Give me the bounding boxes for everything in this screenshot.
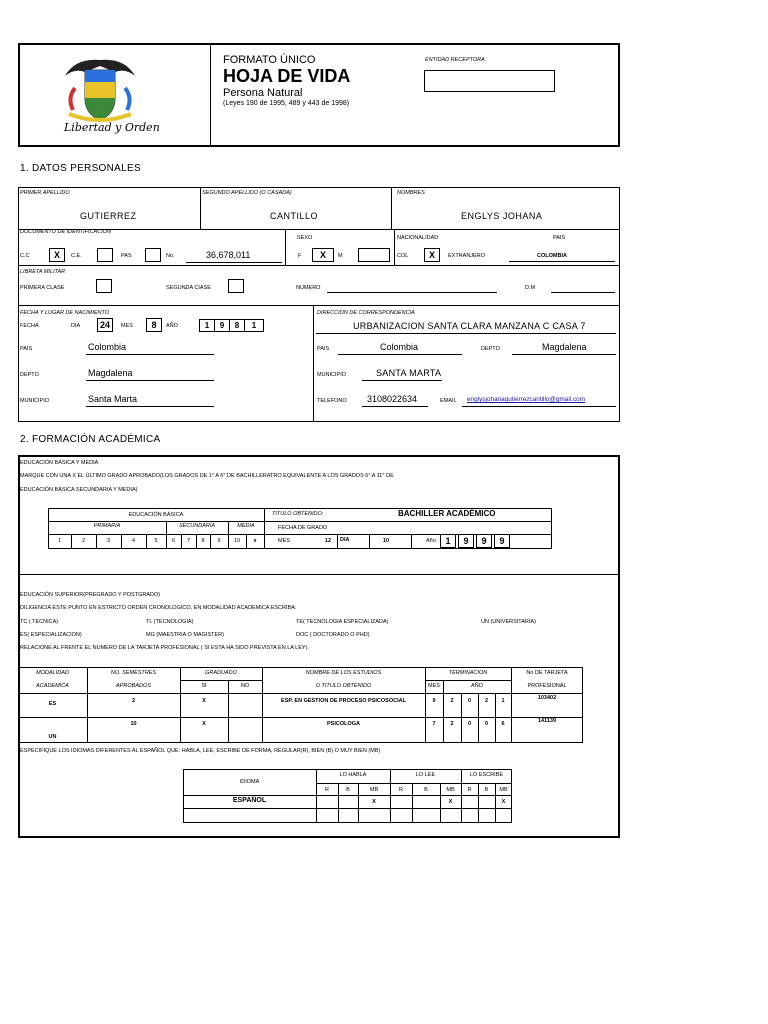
idioma-1-habla-mb[interactable]: X: [372, 799, 376, 805]
habla-r: R: [325, 787, 329, 793]
page-title: HOJA DE VIDA: [223, 66, 351, 86]
divider: [511, 667, 512, 743]
idioma-label: IDIOMA: [239, 779, 260, 785]
nombres-label: NOMBRES: [397, 190, 425, 196]
dm-label: D.M: [525, 285, 536, 291]
nacionalidad-label: NACIONALIDAD: [397, 235, 439, 241]
grade-cell-7[interactable]: 7: [186, 538, 191, 544]
depto-nac-label: DEPTO: [20, 372, 39, 378]
mod-doc: DOC ( DOCTORADO O PHD): [296, 632, 370, 638]
ano-label: AÑO: [166, 323, 178, 329]
pais-corr-value[interactable]: Colombia: [380, 342, 419, 352]
pas-checkbox[interactable]: [145, 248, 161, 262]
divider: [425, 680, 511, 681]
grado-dia-label: DIA: [340, 537, 350, 543]
depto-nac-value[interactable]: Magdalena: [88, 368, 133, 378]
lo-lee-label: LO LEE: [415, 772, 436, 778]
grado-dia-value[interactable]: 10: [383, 538, 390, 544]
grade-divider: [96, 534, 97, 549]
municipio-nac-value[interactable]: Santa Marta: [88, 394, 138, 404]
relacione-text: RELACIONE AL FRENTE EL NUMERO DE LA TARJETA PROFESIONAL ( SI ESTA HA SIDO PREVISTA EN LA LEY).: [20, 645, 309, 651]
grade-cell-9[interactable]: 9: [217, 538, 221, 544]
primera-clase-label: PRIMERA CLASE: [20, 285, 65, 291]
m-checkbox[interactable]: [358, 248, 390, 262]
col-graduado: GRADUADO: [205, 670, 237, 676]
doc-number-underline: [186, 262, 282, 263]
mod-es: ES( ESPECIALIZACION): [20, 632, 82, 638]
superior-title: EDUCACIÓN SUPERIOR(PREGRADO Y POSTGRADO): [20, 592, 161, 598]
documento-label: DOCUMENTO DE IDENTIFICACION: [20, 229, 111, 235]
divider: [391, 188, 392, 230]
telefono-label: TELEFONO: [317, 398, 347, 404]
f-label: F: [298, 253, 302, 259]
divider: [228, 680, 229, 743]
telefono-value[interactable]: 3108022634: [367, 394, 418, 404]
primer-apellido-value[interactable]: GUTIERREZ: [80, 211, 137, 221]
grade-divider: [166, 534, 167, 549]
mod-tl: TL (TECNOLOGIA): [146, 619, 194, 625]
nacimiento-label: FECHA Y LUGAR DE NACIMIENTO: [20, 310, 110, 316]
m-label: M: [338, 253, 343, 259]
lee-b: B: [424, 787, 428, 793]
section2-title: 2. FORMACIÓN ACADÉMICA: [20, 434, 161, 445]
municipio-nac-underline: [86, 406, 214, 407]
titulo-label: TITULO OBTENIDO:: [272, 511, 324, 517]
fecha-label: FECHA: [20, 323, 39, 329]
divider: [183, 808, 512, 809]
cc-checkbox[interactable]: X: [49, 248, 65, 262]
depto-corr-underline: [512, 354, 616, 355]
col-tarjeta-1: No DE TARJETA: [526, 670, 568, 676]
escribe-r: R: [467, 787, 472, 793]
mod-tc: TC ( TECNICA): [20, 619, 59, 625]
basica-instr-2: EDUCACIÓN BÁSICA SECUNDARIA Y MEDIA): [20, 487, 138, 493]
row1-semestres[interactable]: 2: [131, 698, 136, 704]
col-titulo: O TITULO OBTENIDO: [315, 683, 372, 689]
pais-value[interactable]: COLOMBIA: [537, 253, 567, 259]
row1-ano-4[interactable]: 1: [501, 698, 505, 704]
col-modalidad: MODALIDAD: [36, 670, 69, 676]
basica-title: EDUCACIÓN BÁSICA Y MEDIA: [20, 460, 99, 466]
ano-digit-3[interactable]: 8: [229, 319, 245, 332]
dm-underline[interactable]: [551, 292, 615, 293]
grade-cell-3[interactable]: 3: [106, 538, 111, 544]
grade-divider: [246, 534, 247, 549]
mod-mg: MG (MAESTRIA O MAGISTER): [146, 632, 224, 638]
grade-cell-4[interactable]: 4: [131, 538, 136, 544]
col-aprobados: APROBADOS: [116, 683, 151, 689]
superior-instr: DILIGENCIA ESTE PUNTO EN ESTRICTO ORDEN CRONOLOGICO, EN MODALIDAD ACADEMICA ESCRIBA:: [20, 605, 297, 611]
grade-cell-6[interactable]: 6: [171, 538, 176, 544]
col-mes: MES: [428, 683, 440, 689]
escribe-b: B: [484, 787, 489, 793]
divider: [316, 783, 512, 784]
segunda-clase-label: SEGUNDA CIASE: [166, 285, 211, 291]
grado-ano-digit-4[interactable]: 9: [494, 534, 510, 548]
divider: [425, 667, 426, 743]
col-semestres: NO. SEMESTRES: [110, 670, 157, 676]
cc-label: C.C: [20, 253, 30, 259]
divider: [285, 230, 286, 266]
ce-label: C.E.: [71, 253, 82, 259]
row1-nombre[interactable]: ESP. EN GESTION DE PROCESO PSICOSOCIAL: [281, 698, 406, 704]
idioma-1-escribe-mb[interactable]: X: [501, 799, 506, 805]
col-tarjeta-2: PROFESIONAL: [527, 683, 567, 689]
grade-divider: [181, 534, 182, 549]
row2-ano-2[interactable]: 0: [467, 721, 472, 727]
col-academica: ACADEMICA: [36, 683, 69, 689]
lo-habla-label: LO HABLA: [339, 772, 367, 778]
grado-mes-value[interactable]: 12: [325, 538, 332, 544]
doc-number-value[interactable]: 36,678,011: [206, 250, 251, 260]
municipio-nac-label: MUNICIPIO: [20, 398, 50, 404]
divider: [18, 717, 583, 718]
mod-un: UN (UNIVERSITARIA): [481, 619, 536, 625]
grado-ano-label: Año: [426, 538, 436, 544]
pais-label: PAIS: [553, 235, 566, 241]
entidad-receptora-input[interactable]: [424, 70, 555, 92]
municipio-corr-label: MUNICIPIO: [317, 372, 347, 378]
segundo-apellido-value[interactable]: CANTILLO: [270, 211, 319, 221]
numero-underline[interactable]: [327, 292, 497, 293]
email-value[interactable]: englysjohanagutierrezcantillo@gmail.com: [467, 396, 586, 403]
row2-mes[interactable]: 7: [432, 721, 436, 727]
divider: [411, 534, 412, 549]
divider: [394, 230, 395, 266]
section1-title: 1. DATOS PERSONALES: [20, 163, 141, 174]
pas-label: PAS: [121, 253, 132, 259]
divider: [48, 521, 264, 522]
primaria-label: PRIMARIA: [93, 523, 121, 529]
lee-mb: MB: [446, 787, 455, 793]
nombres-value[interactable]: ENGLYS JOHANA: [461, 211, 543, 221]
grade-cell-11[interactable]: x: [253, 538, 257, 544]
ano-digit-2[interactable]: 9: [214, 319, 230, 332]
col-nombre: NOMBRE DE LOS ESTUDIOS: [305, 670, 382, 676]
primer-apellido-label: PRIMER APELLIDO: [20, 190, 70, 196]
primera-clase-checkbox[interactable]: [96, 279, 112, 293]
entidad-label: ENTIDAD RECEPTORA: [425, 57, 485, 63]
divider: [262, 667, 263, 743]
row1-modalidad[interactable]: ES: [48, 701, 57, 707]
divider: [180, 680, 262, 681]
lee-r: R: [399, 787, 403, 793]
libreta-label: LIBRETA MILITAR: [20, 269, 66, 275]
idiomas-instr: ESPECIFIQUE LOS IDIOMAS DIFERENTES AL ESPAÑOL QUE: HABLA, LEE, ESCRIBE DE FORMA, REGULAR(R), BIEN (B) O MUY BIEN (MB): [20, 748, 381, 754]
col-ano: AÑO: [471, 683, 483, 689]
divider: [264, 508, 265, 549]
f-checkbox[interactable]: X: [312, 248, 334, 262]
divider: [19, 574, 619, 575]
media-label: MEDIA: [237, 523, 255, 529]
fecha-grado-label: FECHA DE GRADO: [278, 525, 328, 531]
row2-nombre[interactable]: PSICOLOGA: [326, 721, 360, 727]
divider: [264, 521, 552, 522]
email-underline: [462, 406, 616, 407]
numero-label: NUMERO: [296, 285, 321, 291]
no-label: No.: [166, 253, 175, 259]
divider: [313, 306, 314, 421]
grade-divider: [146, 534, 147, 549]
grado-ano-digit-2[interactable]: 9: [458, 534, 474, 548]
grade-cell-8[interactable]: 8: [201, 538, 205, 544]
direccion-underline: [316, 333, 616, 334]
municipio-corr-value[interactable]: SANTA MARTA: [376, 368, 442, 378]
mod-te: TE( TECNOLOGIA ESPECIALIZADA): [296, 619, 389, 625]
grade-divider: [196, 534, 197, 549]
divider: [183, 795, 512, 796]
header-divider: [210, 44, 211, 146]
logo-motto: Libertad y Orden: [64, 121, 160, 134]
grade-cell-2[interactable]: 2: [81, 538, 86, 544]
col-checkbox[interactable]: X: [424, 248, 440, 262]
superior-table: [18, 667, 583, 743]
row2-ano-1[interactable]: 2: [450, 721, 454, 727]
grado-ano-digit-3[interactable]: 9: [476, 534, 492, 548]
row2-si[interactable]: X: [202, 721, 206, 727]
municipio-corr-underline: [362, 380, 442, 381]
edu-basica-label: EDUCACIÓN BÁSICA: [128, 512, 184, 518]
grade-cell-5[interactable]: 5: [154, 538, 158, 544]
grade-divider: [121, 534, 122, 549]
grado-ano-digit-1[interactable]: 1: [440, 534, 456, 548]
ce-checkbox[interactable]: [97, 248, 113, 262]
divider: [200, 188, 201, 230]
mes-label: MES: [121, 323, 133, 329]
secundaria-label: SECUNDARIA: [178, 523, 216, 529]
divider: [369, 534, 370, 549]
row2-ano-4[interactable]: 6: [501, 721, 505, 727]
row2-semestres[interactable]: 10: [130, 721, 137, 727]
telefono-underline: [362, 406, 428, 407]
row1-ano-2[interactable]: 0: [467, 698, 472, 704]
subtitle: Persona Natural: [223, 87, 303, 99]
lo-escribe-label: LO ESCRIBE: [469, 772, 503, 778]
row2-tarjeta[interactable]: 141139: [537, 718, 557, 724]
extranjero-label: EXTRANJERO: [448, 253, 485, 259]
sexo-label: SEXO: [297, 235, 313, 241]
idioma-1-lee-mb[interactable]: X: [448, 799, 453, 805]
grade-divider: [228, 534, 229, 549]
pais-corr-label: PAIS: [317, 346, 330, 352]
col-no: NO: [240, 683, 250, 689]
pais-nac-value[interactable]: Colombia: [88, 342, 127, 352]
direccion-label: DIRECCION DE CORRESPONDENCIA: [317, 310, 415, 316]
row1-si[interactable]: X: [202, 698, 206, 704]
segundo-apellido-label: SEGUNDO APELLIDO (O CASADA): [202, 190, 292, 196]
segunda-clase-checkbox[interactable]: [228, 279, 244, 293]
divider: [180, 667, 181, 743]
col-terminacion: TERMINACION: [448, 670, 488, 676]
divider: [18, 693, 583, 694]
pais-nac-underline: [86, 354, 214, 355]
mes-value[interactable]: 8: [146, 318, 162, 332]
pais-underline: [509, 261, 615, 262]
divider: [337, 534, 338, 549]
depto-nac-underline: [86, 380, 214, 381]
dia-value[interactable]: 24: [97, 318, 113, 332]
titulo-value[interactable]: BACHILLER ACADÉMICO: [398, 509, 496, 518]
divider: [87, 667, 88, 743]
grade-divider: [210, 534, 211, 549]
divider: [443, 680, 444, 743]
grade-cell-1[interactable]: 1: [57, 538, 62, 544]
grado-mes-label: MES: [278, 538, 290, 544]
row1-ano-1[interactable]: 2: [450, 698, 454, 704]
ano-digit-4[interactable]: 1: [244, 319, 264, 332]
dia-label: DIA: [71, 323, 81, 329]
grade-divider: [71, 534, 72, 549]
col-label: COL: [397, 253, 409, 259]
row1-mes[interactable]: 9: [432, 698, 436, 704]
row1-tarjeta[interactable]: 103402: [537, 695, 557, 701]
pais-nac-label: PAIS: [20, 346, 33, 352]
divider: [18, 265, 620, 266]
row1-ano-3[interactable]: 2: [484, 698, 489, 704]
ano-digit-1[interactable]: 1: [199, 319, 215, 332]
col-si: SI: [201, 683, 207, 689]
basica-instr-1: MARQUE CON UNA X EL ÚLTIMO GRADO APROBADO(LOS GRADOS DE 1° A 6° DE BACHILLERATRO EQUIVALENTE A LOS GRADOS 6° A 11° DE: [20, 473, 394, 479]
row2-ano-3[interactable]: 0: [484, 721, 489, 727]
formato-label: FORMATO ÚNICO: [223, 54, 316, 66]
depto-corr-value[interactable]: Magdalena: [542, 342, 587, 352]
habla-mb: MB: [369, 787, 379, 793]
row2-modalidad[interactable]: UN: [48, 734, 57, 740]
idioma-1-name[interactable]: ESPAÑOL: [232, 797, 267, 804]
leyes-label: (Leyes 190 de 1995, 489 y 443 de 1998): [223, 100, 350, 107]
escribe-mb: MB: [499, 787, 508, 793]
pais-corr-underline: [338, 354, 462, 355]
depto-corr-label: DEPTO: [481, 346, 500, 352]
divider: [18, 305, 620, 306]
habla-b: B: [346, 787, 350, 793]
email-label: EMAIL: [440, 398, 457, 404]
grade-cell-10[interactable]: 10: [233, 538, 241, 544]
direccion-value[interactable]: URBANIZACION SANTA CLARA MANZANA C CASA 7: [353, 321, 586, 331]
